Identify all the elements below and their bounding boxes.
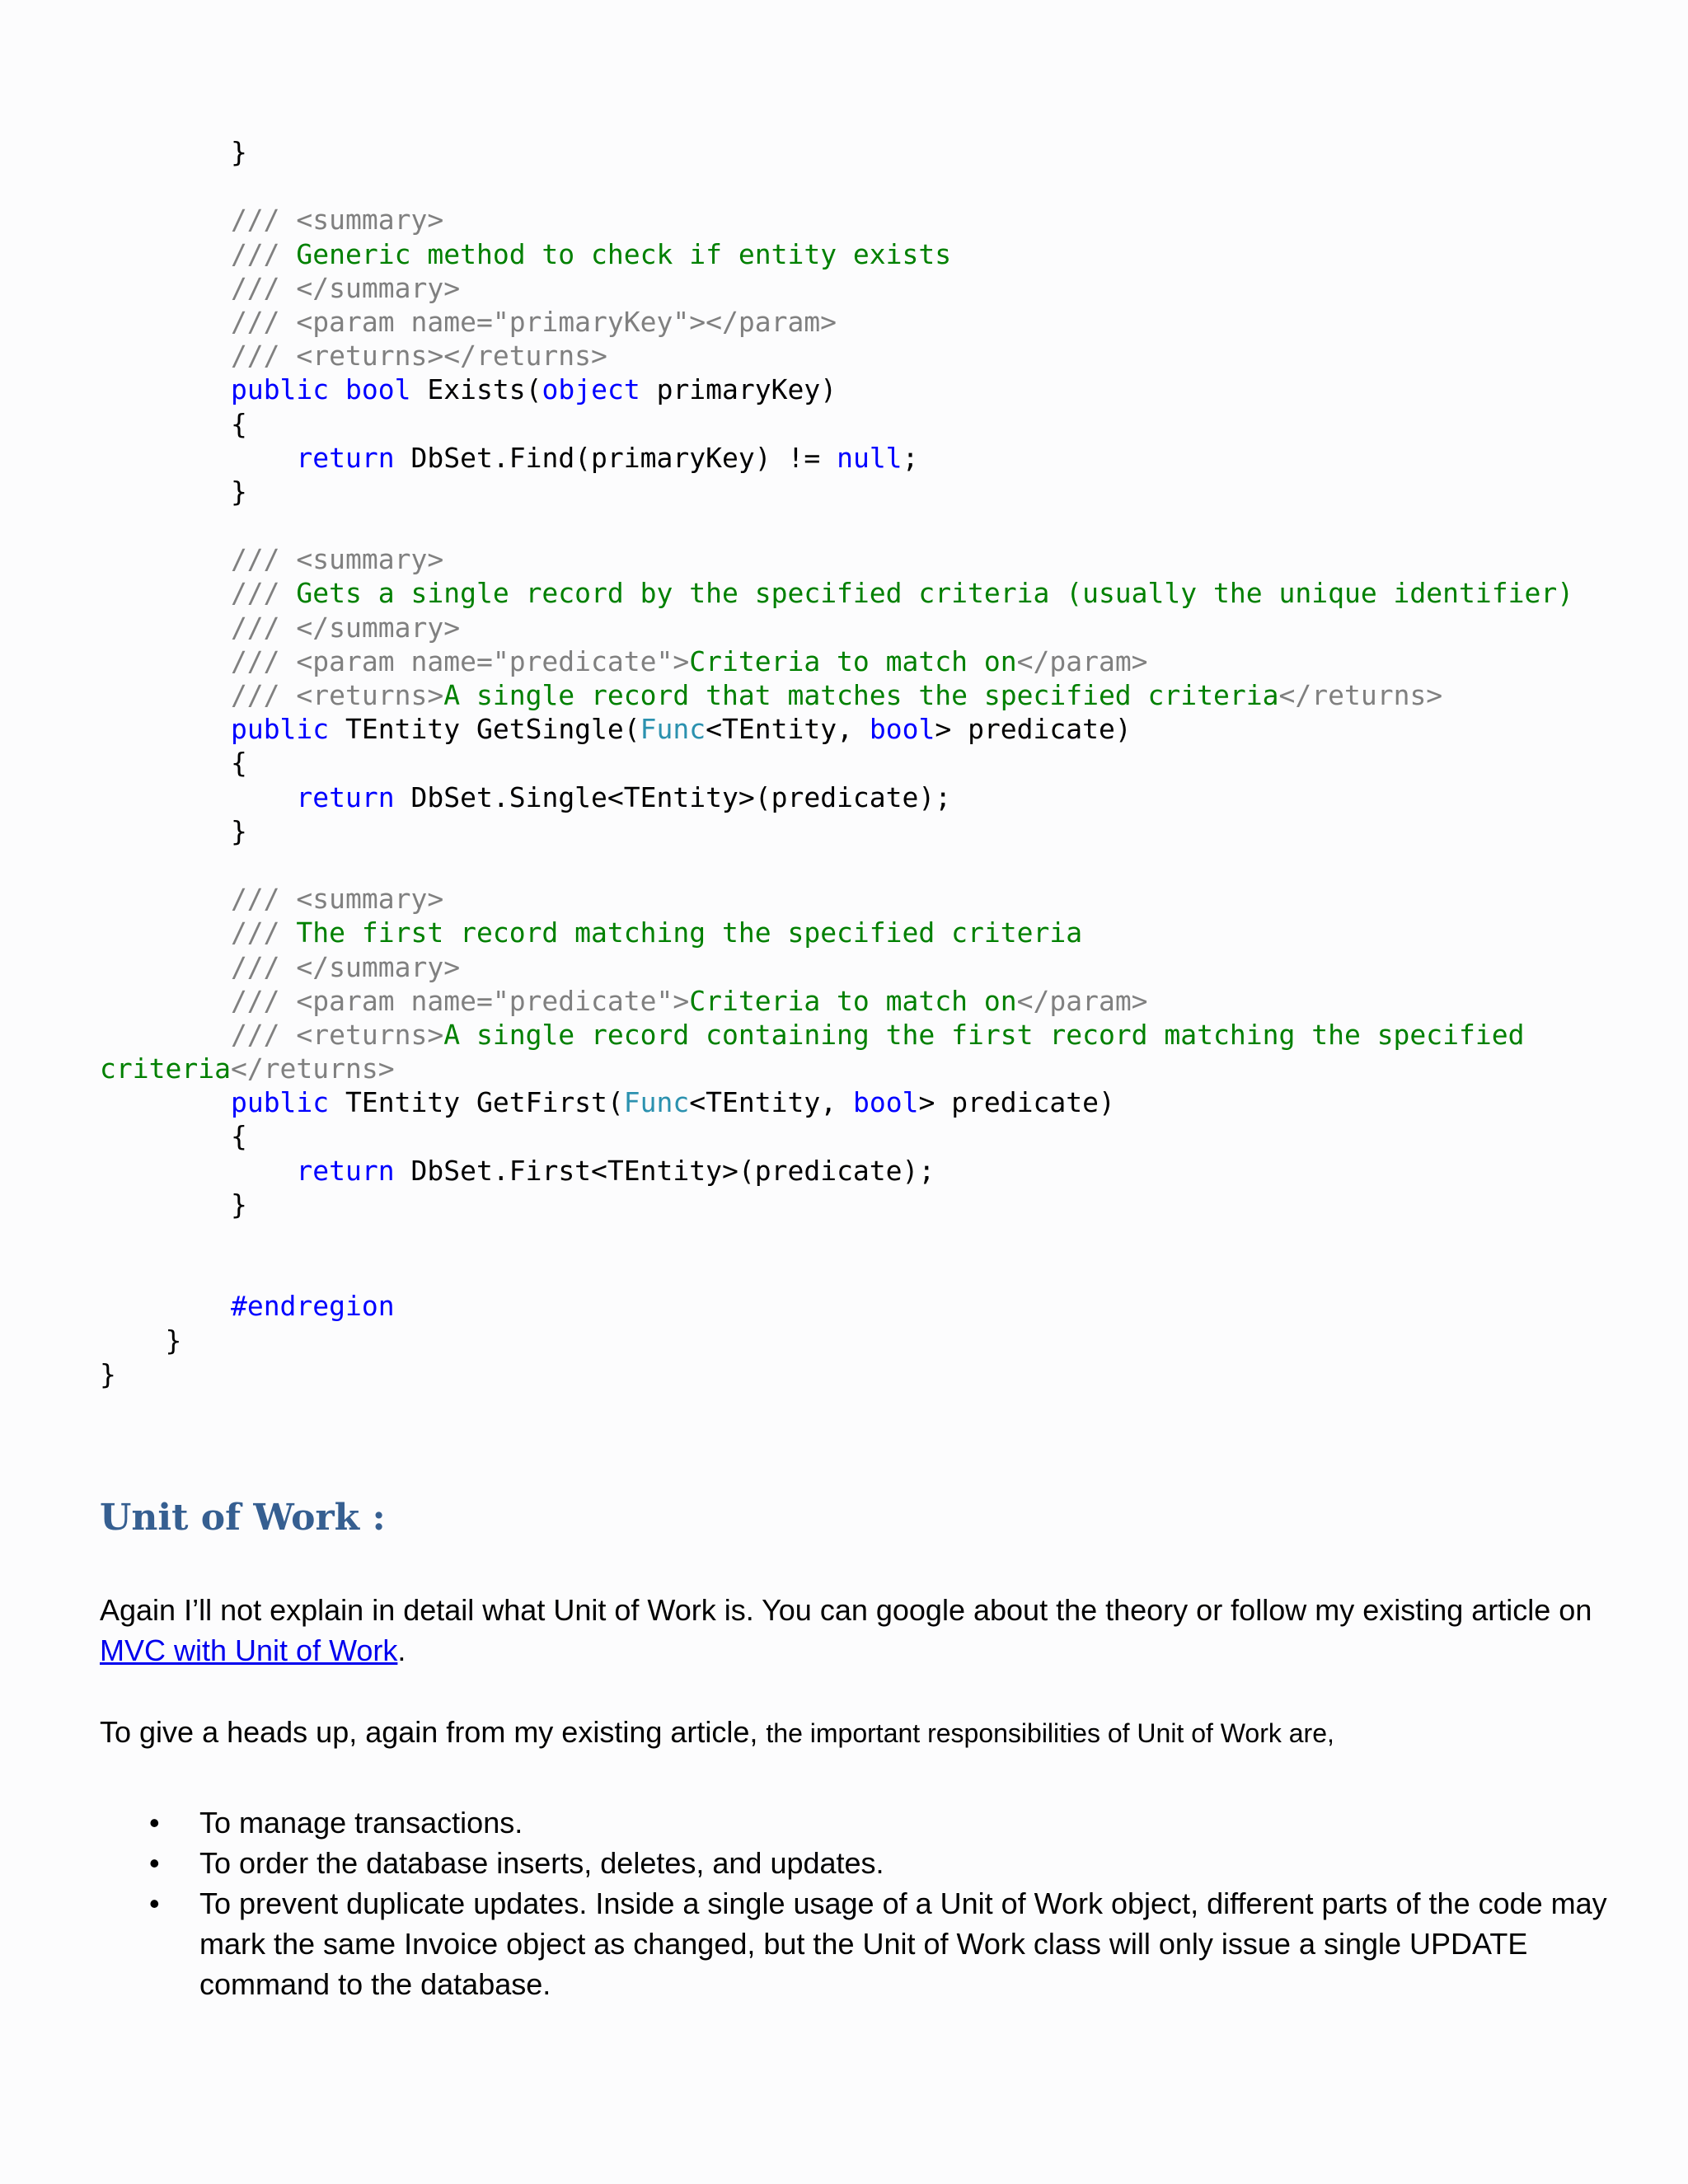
code-token: </param>	[1016, 984, 1148, 1017]
code-token	[100, 1086, 231, 1118]
code-token: public	[230, 1086, 330, 1119]
code-token: </returns>	[1278, 679, 1443, 711]
code-line	[100, 305, 1573, 339]
code-token: }	[100, 475, 247, 508]
code-token: Func	[640, 713, 706, 746]
code-token: ;	[902, 441, 919, 474]
code-line	[100, 1221, 1573, 1255]
code-line	[100, 169, 1573, 203]
code-token: bool	[852, 1086, 919, 1119]
bullet-icon: •	[149, 1886, 160, 1920]
code-token: /// <param name="primaryKey"></param>	[100, 305, 837, 338]
responsibilities-list	[100, 1802, 1608, 2004]
code-line	[100, 135, 1573, 169]
code-token: /// <returns>	[100, 679, 444, 711]
code-token: Gets a single record by the specified criteria (usually the unique identifier)	[296, 577, 1574, 610]
code-token: /// <summary>	[100, 543, 444, 576]
code-line	[100, 611, 1573, 644]
code-line	[100, 916, 1573, 949]
code-token	[100, 373, 231, 405]
code-token: }	[100, 1324, 182, 1357]
code-line	[100, 441, 1573, 475]
code-token: }	[100, 1188, 247, 1221]
heads-up-small-text: the important responsibilities of Unit of Work are,	[766, 1718, 1334, 1748]
code-token: /// </summary>	[100, 271, 461, 304]
code-line	[100, 1154, 1573, 1188]
code-token: ///	[100, 577, 297, 610]
code-line	[100, 1085, 1573, 1119]
code-token: bool	[869, 713, 935, 746]
code-token: > predicate)	[935, 713, 1132, 746]
code-token: DbSet.Single<TEntity>(predicate);	[394, 780, 952, 813]
code-line	[100, 1289, 1573, 1323]
code-token: /// </summary>	[100, 950, 461, 983]
code-token: public	[230, 713, 330, 746]
code-token: <TEntity,	[706, 713, 870, 746]
code-line	[100, 407, 1573, 441]
code-token: Criteria to match on	[689, 984, 1017, 1017]
code-token: }	[100, 814, 247, 847]
list-item	[100, 1802, 1608, 1843]
code-token: {	[100, 407, 247, 440]
code-token: return	[296, 780, 395, 813]
intro-end: .	[397, 1633, 406, 1667]
code-line	[100, 1052, 1573, 1085]
code-token: ///	[100, 916, 297, 949]
code-token: </returns>	[230, 1052, 395, 1085]
code-token: public	[230, 373, 330, 406]
intro-text: Again I’ll not explain in detail what Unit of Work is. You can google about the theory or follow my existing article on	[100, 1593, 1592, 1627]
code-line	[100, 542, 1573, 576]
heads-up-paragraph	[100, 1712, 1608, 1754]
list-item-text: To order the database inserts, deletes, and updates.	[199, 1846, 884, 1880]
code-token	[100, 781, 296, 813]
code-line	[100, 237, 1573, 271]
code-token: }	[100, 1357, 116, 1390]
code-line	[100, 373, 1573, 406]
list-item	[100, 1843, 1608, 1883]
code-line	[100, 780, 1573, 814]
code-token: }	[100, 136, 247, 168]
code-token: TEntity GetFirst(	[329, 1086, 624, 1119]
code-token: null	[837, 441, 903, 474]
code-line	[100, 509, 1573, 542]
code-token: #endregion	[230, 1290, 395, 1323]
code-token: Criteria to match on	[689, 644, 1017, 677]
code-line	[100, 882, 1573, 916]
code-line	[100, 1324, 1573, 1357]
code-token: ///	[100, 237, 297, 270]
intro-paragraph	[100, 1590, 1608, 1671]
code-token: primaryKey)	[640, 373, 837, 406]
code-line	[100, 746, 1573, 780]
list-item-text: To manage transactions.	[199, 1806, 523, 1840]
code-line	[100, 339, 1573, 373]
code-token	[100, 1290, 231, 1322]
code-line	[100, 576, 1573, 610]
code-token: /// <returns></returns>	[100, 340, 607, 373]
code-line	[100, 271, 1573, 305]
code-line	[100, 712, 1573, 746]
code-line	[100, 1188, 1573, 1221]
code-line	[100, 1357, 1573, 1391]
code-token: /// </summary>	[100, 611, 461, 644]
code-block	[100, 135, 1573, 1391]
code-token: {	[100, 747, 247, 780]
code-line	[100, 678, 1573, 712]
code-token: /// <summary>	[100, 883, 444, 916]
code-line	[100, 984, 1573, 1018]
code-token: TEntity GetSingle(	[329, 713, 640, 746]
code-token: DbSet.Find(primaryKey) !=	[394, 441, 837, 474]
code-token: Exists(	[410, 373, 542, 406]
code-line	[100, 950, 1573, 984]
code-line	[100, 814, 1573, 848]
code-token: /// <summary>	[100, 204, 444, 237]
heads-up-text: To give a heads up, again from my existing article,	[100, 1715, 767, 1749]
code-token: A single record that matches the specified criteria	[443, 679, 1279, 711]
code-token: Func	[623, 1086, 690, 1119]
code-line	[100, 644, 1573, 678]
code-line	[100, 475, 1573, 509]
code-token: <TEntity,	[689, 1086, 853, 1119]
code-token	[100, 713, 231, 745]
code-token: </param>	[1016, 644, 1148, 677]
list-item	[100, 1883, 1608, 2004]
code-token: bool	[345, 373, 411, 406]
bullet-icon: •	[149, 1846, 160, 1880]
code-token: > predicate)	[918, 1086, 1115, 1119]
code-token: criteria	[100, 1052, 231, 1085]
bullet-icon: •	[149, 1806, 160, 1840]
code-line	[100, 203, 1573, 237]
section-heading: Unit of Work :	[100, 1497, 386, 1539]
code-token	[100, 1155, 296, 1187]
code-token	[100, 442, 296, 474]
code-token: A single record containing the first record matching the specified	[443, 1018, 1525, 1051]
code-token: /// <param name="predicate">	[100, 984, 690, 1017]
code-line	[100, 1119, 1573, 1153]
mvc-unit-of-work-link[interactable]: MVC with Unit of Work	[100, 1633, 398, 1667]
code-token: /// <returns>	[100, 1018, 444, 1051]
code-token: /// <param name="predicate">	[100, 644, 690, 677]
code-line	[100, 848, 1573, 882]
code-token: {	[100, 1120, 247, 1153]
code-token	[329, 373, 345, 405]
code-token: Generic method to check if entity exists	[296, 237, 952, 270]
code-token: return	[296, 441, 395, 474]
code-token: object	[542, 373, 640, 406]
code-token: return	[296, 1154, 395, 1187]
code-token: The first record matching the specified criteria	[296, 916, 1083, 949]
code-line	[100, 1255, 1573, 1289]
list-item-text: To prevent duplicate updates. Inside a single usage of a Unit of Work object, different parts of the code may mark the same Invoice object as changed, but the Unit of Work class will only issue a single UPDATE command to the database.	[199, 1886, 1607, 2001]
code-token: DbSet.First<TEntity>(predicate);	[394, 1154, 935, 1187]
code-line	[100, 1018, 1573, 1052]
